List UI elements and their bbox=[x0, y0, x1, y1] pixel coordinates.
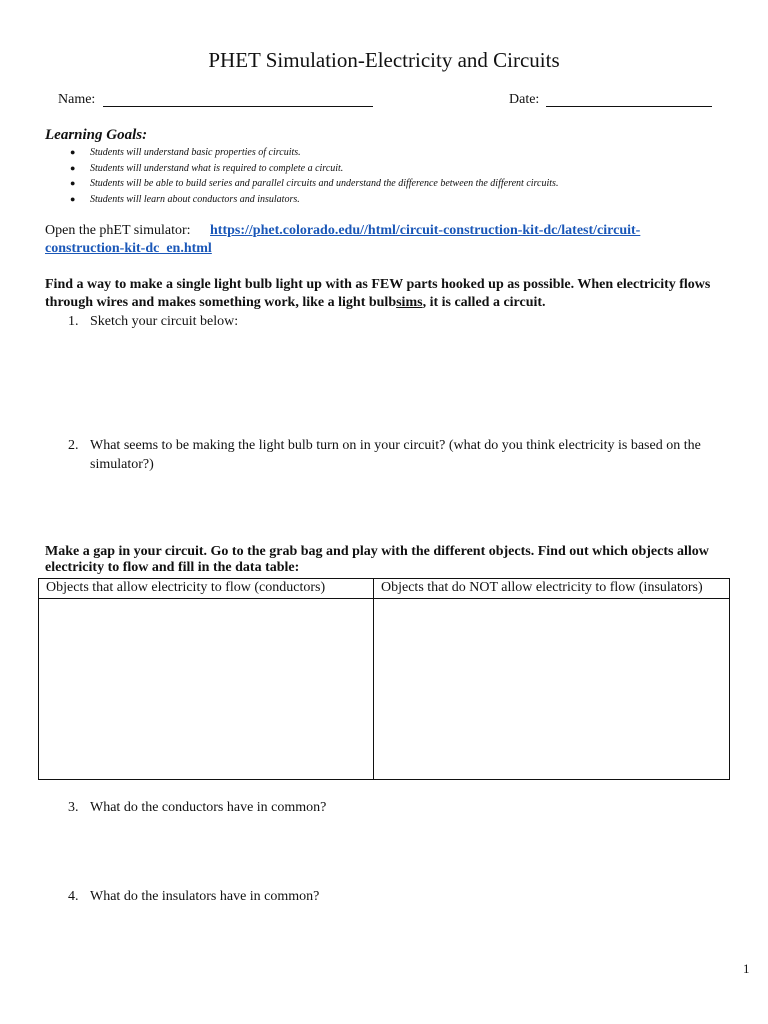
goal-item: ● Students will understand basic properties of circuits. bbox=[70, 145, 558, 161]
learning-goals-heading: Learning Goals: bbox=[45, 127, 148, 143]
simulator-link-continued[interactable]: construction-kit-dc_en.html bbox=[45, 241, 212, 256]
table-row bbox=[39, 599, 730, 780]
goal-item: ● Students will understand what is required to complete a circuit. bbox=[70, 161, 558, 177]
conductors-cell[interactable] bbox=[39, 599, 374, 780]
date-label: Date: bbox=[509, 92, 540, 107]
learning-goals-list bbox=[70, 145, 558, 207]
simulator-link[interactable]: https://phet.colorado.edu//html/circuit-construction-kit-dc/latest/circuit- bbox=[210, 223, 641, 238]
insulators-header: Objects that do NOT allow electricity to flow (insulators) bbox=[374, 579, 730, 599]
conductors-insulators-table bbox=[38, 578, 730, 780]
question-2 bbox=[68, 436, 728, 474]
insulators-cell[interactable] bbox=[374, 599, 730, 780]
question-text: What do the insulators have in common? bbox=[90, 889, 320, 904]
open-simulator-text: Open the phET simulator: bbox=[45, 223, 191, 238]
name-label: Name: bbox=[58, 92, 96, 107]
name-field[interactable] bbox=[103, 106, 373, 107]
instructions-text-end: , it is called a circuit. bbox=[422, 295, 546, 310]
question-number: 2. bbox=[68, 438, 79, 453]
question-3 bbox=[68, 798, 728, 817]
date-field[interactable] bbox=[546, 106, 712, 107]
question-number: 4. bbox=[68, 889, 79, 904]
question-number: 1. bbox=[68, 314, 79, 329]
instructions-text: Find a way to make a single light bulb light up with as FEW parts hooked up as possible. When electricity flows through wires and makes something work, like a light bulb bbox=[45, 277, 711, 310]
sims-underlined-word: sims bbox=[396, 295, 423, 310]
question-text: What do the conductors have in common? bbox=[90, 800, 327, 815]
question-1 bbox=[68, 312, 728, 331]
page-title: PHET Simulation-Electricity and Circuits bbox=[208, 48, 560, 72]
conductors-header: Objects that allow electricity to flow (conductors) bbox=[39, 579, 374, 599]
goal-item: ● Students will be able to build series and parallel circuits and understand the difference between the different circuits. bbox=[70, 176, 558, 192]
question-number: 3. bbox=[68, 800, 79, 815]
table-header-row bbox=[39, 579, 730, 599]
question-text: What seems to be making the light bulb turn on in your circuit? (what do you think electricity is based on the simulator?) bbox=[90, 438, 701, 472]
question-4 bbox=[68, 887, 728, 906]
question-text: Sketch your circuit below: bbox=[90, 314, 239, 329]
data-table-instructions: Make a gap in your circuit. Go to the grab bag and play with the different objects. Find out which objects allow electricity to flow and fill in the data table: bbox=[45, 544, 709, 575]
page-number: 1 bbox=[743, 961, 750, 976]
goal-item: ● Students will learn about conductors and insulators. bbox=[70, 192, 558, 208]
instructions-paragraph bbox=[45, 276, 735, 312]
